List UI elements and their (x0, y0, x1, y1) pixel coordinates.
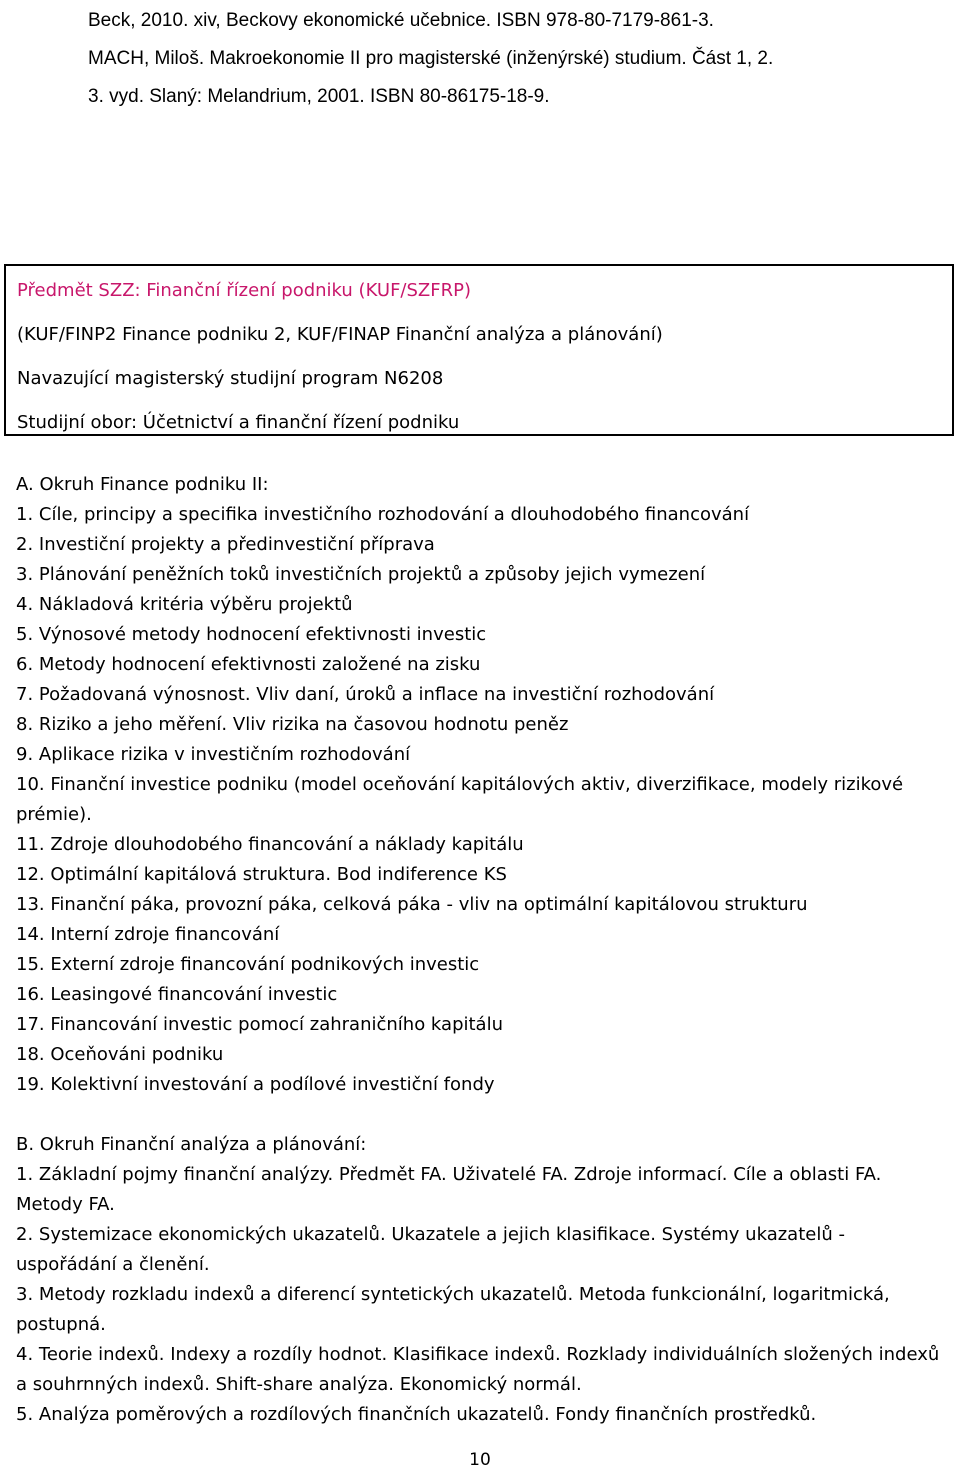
references (88, 2, 773, 116)
list-item: 12. Optimální kapitálová struktura. Bod indiference KS (16, 864, 507, 885)
list-item: 14. Interní zdroje financování (16, 924, 280, 945)
subject-courses: (KUF/FINP2 Finance podniku 2, KUF/FINAP Finanční analýza a plánování) (17, 324, 663, 345)
list-item: 17. Financování investic pomocí zahraničního kapitálu (16, 1014, 503, 1035)
list-item: 5. Výnosové metody hodnocení efektivnosti investic (16, 624, 487, 645)
reference-line: Beck, 2010. xiv, Beckovy ekonomické učebnice. ISBN 978-80-7179-861-3. (88, 10, 714, 31)
subject-title: Předmět SZZ: Finanční řízení podniku (KUF/SZFRP) (17, 280, 471, 301)
list-item: 3. Plánování peněžních toků investičních projektů a způsoby jejich vymezení (16, 564, 706, 585)
list-item: 15. Externí zdroje financování podnikových investic (16, 954, 480, 975)
list-item: 6. Metody hodnocení efektivnosti založené na zisku (16, 654, 481, 675)
list-item: 3. Metody rozkladu indexů a diferencí syntetických ukazatelů. Metoda funkcionální, logaritmická, postupná. (16, 1284, 890, 1335)
subject-box (4, 264, 954, 436)
subject-program: Navazující magisterský studijní program N6208 (17, 368, 444, 389)
page-number: 10 (469, 1450, 491, 1470)
reference-line: MACH, Miloš. Makroekonomie II pro magisterské (inženýrské) studium. Část 1, 2. (88, 48, 774, 69)
list-item: 8. Riziko a jeho měření. Vliv rizika na časovou hodnotu peněz (16, 714, 569, 735)
list-item: 4. Nákladová kritéria výběru projektů (16, 594, 353, 615)
list-item: 1. Základní pojmy finanční analýzy. Předmět FA. Uživatelé FA. Zdroje informací. Cíle a oblasti FA. Metody FA. (16, 1164, 882, 1215)
list-item: 2. Systemizace ekonomických ukazatelů. Ukazatele a jejich klasifikace. Systémy ukazatelů - uspořádání a členění. (16, 1224, 845, 1275)
section-b (16, 1130, 946, 1430)
list-item: 19. Kolektivní investování a podílové investiční fondy (16, 1074, 495, 1095)
subject-field: Studijní obor: Účetnictví a finanční řízení podniku (17, 412, 460, 433)
list-item: 11. Zdroje dlouhodobého financování a náklady kapitálu (16, 834, 524, 855)
list-item: 18. Oceňováni podniku (16, 1044, 224, 1065)
section-a-list (16, 500, 946, 1100)
section-b-heading: B. Okruh Finanční analýza a plánování: (16, 1134, 367, 1155)
section-b-list (16, 1160, 946, 1430)
list-item: 1. Cíle, principy a specifika investičního rozhodování a dlouhodobého financování (16, 504, 750, 525)
list-item: 9. Aplikace rizika v investičním rozhodování (16, 744, 411, 765)
list-item: 2. Investiční projekty a předinvestiční příprava (16, 534, 435, 555)
list-item: 4. Teorie indexů. Indexy a rozdíly hodnot. Klasifikace indexů. Rozklady individuálních složených indexů a souhrnných indexů. Shift-share analýza. Ekonomický normál. (16, 1344, 940, 1395)
list-item: 16. Leasingové financování investic (16, 984, 338, 1005)
section-a (16, 470, 946, 1100)
list-item: 10. Finanční investice podniku (model oceňování kapitálových aktiv, diverzifikace, modely rizikové prémie). (16, 774, 904, 825)
section-a-heading: A. Okruh Finance podniku II: (16, 474, 269, 495)
list-item: 7. Požadovaná výnosnost. Vliv daní, úroků a inflace na investiční rozhodování (16, 684, 715, 705)
reference-line: 3. vyd. Slaný: Melandrium, 2001. ISBN 80-86175-18-9. (88, 86, 550, 107)
list-item: 5. Analýza poměrových a rozdílových finančních ukazatelů. Fondy finančních prostředků. (16, 1404, 817, 1425)
list-item: 13. Finanční páka, provozní páka, celková páka - vliv na optimální kapitálovou strukturu (16, 894, 808, 915)
